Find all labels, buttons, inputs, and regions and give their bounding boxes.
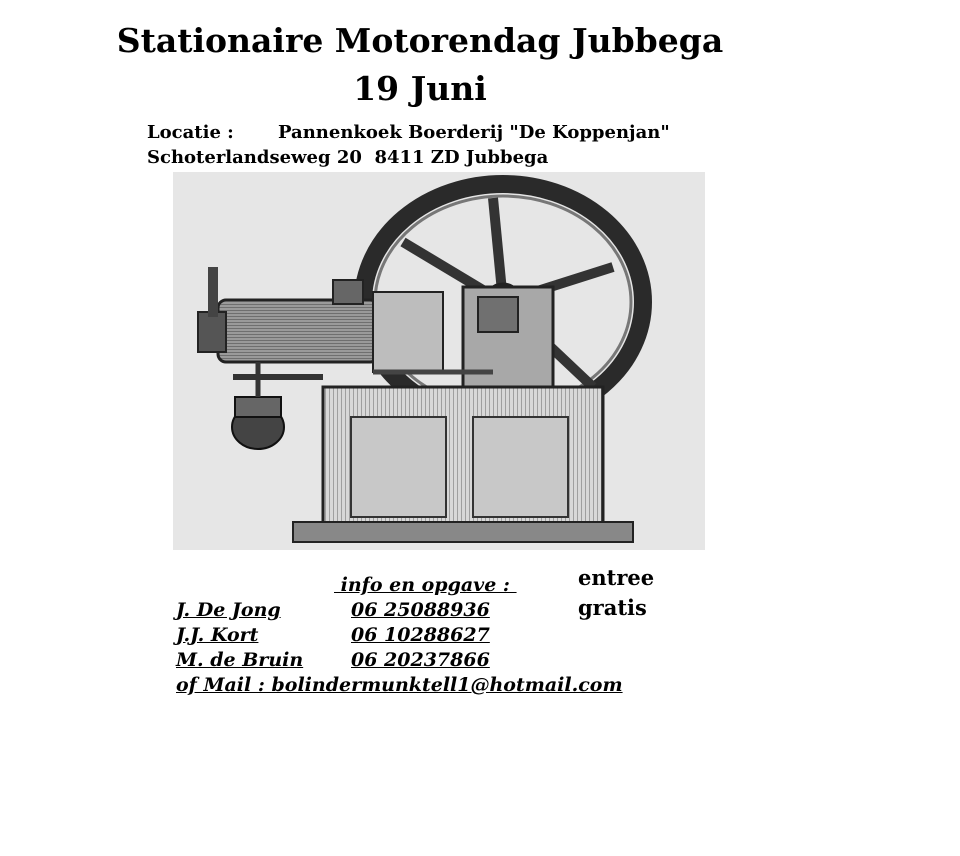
contact-row	[176, 598, 496, 622]
flyer-title: Stationaire Motorendag Jubbega	[116, 21, 724, 60]
contact-name: J. De Jong	[176, 599, 281, 621]
location-venue: Pannenkoek Boerderij "De Koppenjan"	[278, 122, 670, 143]
contact-row	[176, 623, 496, 647]
stationary-engine-illustration	[173, 172, 705, 550]
location-address: Schoterlandseweg 20 8411 ZD Jubbega	[147, 147, 549, 168]
contact-row	[176, 648, 496, 672]
contact-phone: 06 20237866	[351, 649, 490, 671]
contact-email: of Mail : bolindermunktell1@hotmail.com	[176, 674, 623, 696]
contact-phone: 06 10288627	[351, 624, 490, 646]
entry-label: entree	[578, 565, 655, 590]
contact-phone: 06 25088936	[351, 599, 490, 621]
contact-name: M. de Bruin	[176, 649, 304, 671]
info-header: info en opgave :	[334, 574, 517, 596]
entry-free: gratis	[578, 595, 647, 620]
contact-name: J.J. Kort	[176, 624, 259, 646]
location-label: Locatie :	[147, 122, 234, 143]
event-date: 19 Juni	[353, 69, 487, 108]
